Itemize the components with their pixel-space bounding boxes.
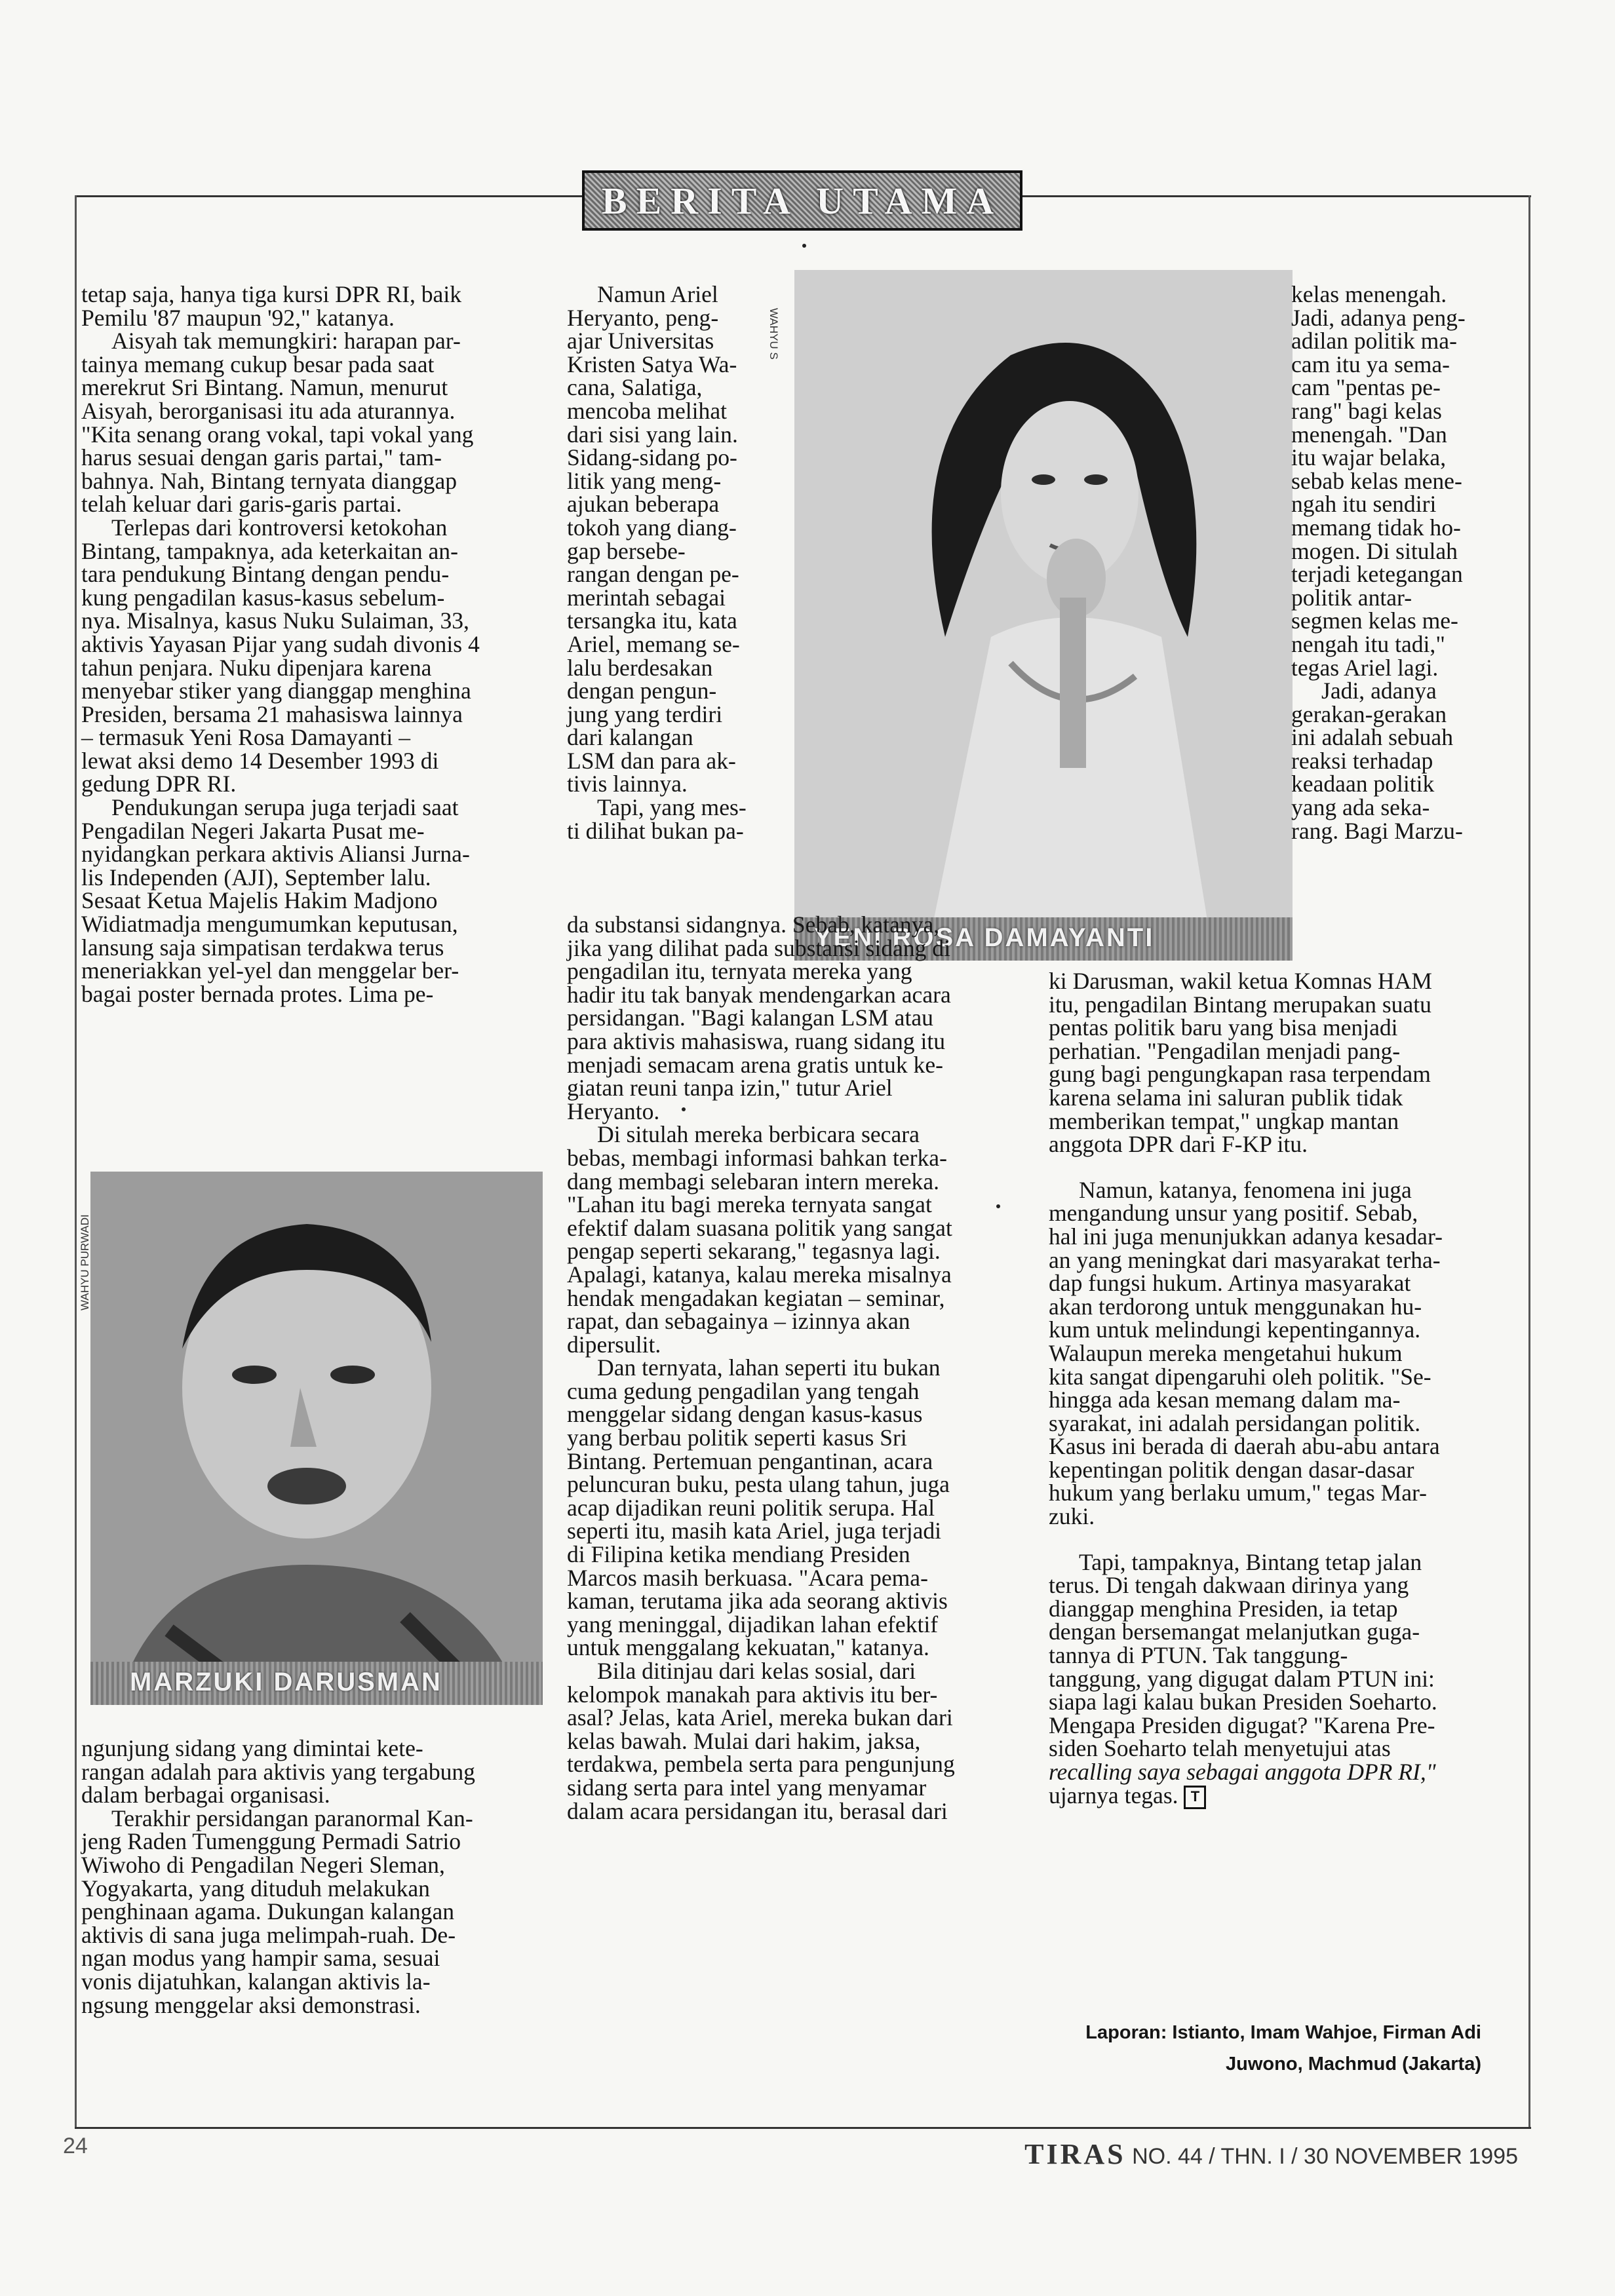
text-line: terjadi ketegangan [1291,561,1463,588]
column-2-bottom [567,913,1000,1823]
text-line: seperti itu, masih kata Ariel, juga terjadi [567,1518,942,1544]
text-line: jika yang dilihat pada substansi sidang di [567,934,950,961]
text-line: telah keluar dari garis-garis partai. [81,491,402,518]
text-line: akan terdorong untuk menggunakan hu- [1049,1293,1422,1320]
text-line: kepentingan politik dengan dasar-dasar [1049,1456,1414,1483]
text-line: Marcos masih berkuasa. "Acara pema- [567,1564,928,1591]
text-line: jeng Raden Tumenggung Permadi Satrio [81,1828,461,1855]
text-line: tanggung, yang digugat dalam PTUN ini: [1049,1665,1435,1692]
text-line-final [1049,1784,1518,1810]
text-line: Yogyakarta, yang dituduh melakukan [81,1875,430,1902]
column-1-bottom [81,1737,539,2017]
text-line: giatan reuni tanpa izin," tutur Ariel [567,1075,893,1101]
text-line: gerakan-gerakan [1291,700,1447,727]
magazine-name: TIRAS [1024,2138,1126,2170]
text-line: kelas menengah. [1291,281,1447,307]
text-line: asal? Jelas, kata Ariel, mereka bukan dari [567,1704,953,1731]
text-line: yang ada seka- [1291,794,1430,821]
text-line: Aisyah, berorganisasi itu ada aturannya. [81,397,456,424]
text-line: sidang serta para intel yang menyamar [567,1774,927,1801]
text-line: peluncuran buku, pesta ulang tahun, juga [567,1471,950,1498]
text-line: menggelar sidang dengan kasus-kasus [567,1401,923,1428]
text-line: lewat aksi demo 14 Desember 1993 di [81,747,439,774]
text-line: Ariel, memang se- [567,630,740,657]
text-line: tainya memang cukup besar pada saat [81,351,435,377]
text-line: terus. Di tengah dakwaan dirinya yang [1049,1572,1409,1599]
text-line: Heryanto, peng- [567,304,719,331]
text-line: Namun Ariel [597,281,718,307]
text-line: Namun, katanya, fenomena ini juga [1079,1176,1412,1203]
column-3-bottom [1049,970,1518,1809]
text-line: karena selama ini saluran publik tidak [1049,1084,1403,1111]
text-line: "Lahan itu bagi mereka ternyata sangat [567,1191,932,1218]
photo-caption: MARZUKI DARUSMAN [130,1668,442,1696]
text-line: Pendukungan serupa juga terjadi saat [111,794,459,821]
text-line: bagai poster bernada protes. Lima pe- [81,980,434,1007]
text-line: bebas, membagi informasi bahkan terka- [567,1144,947,1171]
text-line: Jadi, adanya [1321,678,1437,704]
text-line: Bila ditinjau dari kelas sosial, dari [597,1658,916,1684]
text-line: Presiden, bersama 21 mahasiswa lainnya [81,700,463,727]
portrait-illustration [90,1172,543,1705]
text-line: an yang meningkat dari masyarakat terha- [1049,1246,1441,1273]
text-line: ajar Universitas [567,328,714,354]
text-line: ki Darusman, wakil ketua Komnas HAM [1049,968,1432,994]
text-line: Dan ternyata, lahan seperti itu bukan [597,1354,941,1381]
text-line: yang meninggal, dijadikan lahan efektif [567,1611,939,1637]
text-line: efektif dalam suasana politik yang sangat [567,1214,952,1241]
text-line: kita sangat dipengaruhi oleh politik. "Se- [1049,1363,1431,1390]
column-2-top [567,283,787,843]
text-line: kelas bawah. Mulai dari hakim, jaksa, [567,1727,921,1754]
text-line: memang tidak ho- [1291,514,1461,541]
text-line: dang membagi selebaran intern mereka. [567,1168,940,1195]
text-line: tegas Ariel lagi. [1291,654,1439,681]
text-line: kum untuk melindungi kepentingannya. [1049,1316,1421,1343]
text-line: ngsung menggelar aksi demonstrasi. [81,1991,421,2018]
text-line: dengan bersemangat melanjutkan guga- [1049,1618,1420,1645]
text-line: cam itu ya sema- [1291,351,1450,377]
text-line: Apalagi, katanya, kalau mereka misalnya [567,1261,952,1288]
text-line: Terlepas dari kontroversi ketokohan [111,514,448,541]
report-credit-line: Laporan: Istianto, Imam Wahjoe, Firman Adi [1085,2022,1481,2043]
page-number: 24 [63,2133,88,2158]
text-line: aktivis di sana juga melimpah-ruah. De- [81,1921,456,1948]
text-line: pengap seperti sekarang," tegasnya lagi. [567,1238,941,1265]
text-line: – termasuk Yeni Rosa Damayanti – [81,724,410,751]
frame-right-rule [1528,195,1530,2128]
text-line: lalu berdesakan [567,654,713,681]
section-rubric [582,170,1022,231]
report-credit-line: Juwono, Machmud (Jakarta) [1226,2054,1481,2075]
text-line: Walaupun mereka mengetahui hukum [1049,1339,1403,1366]
text-line: tannya di PTUN. Tak tanggung- [1049,1642,1348,1669]
issue-info: NO. 44 / THN. I / 30 NOVEMBER 1995 [1132,2144,1518,2169]
text-line: tetap saja, hanya tiga kursi DPR RI, baik [81,281,462,307]
text-line: para aktivis mahasiswa, ruang sidang itu [567,1027,946,1054]
text-line: dipersulit. [567,1331,661,1358]
text-line: anggota DPR dari F-KP itu. [1049,1131,1308,1158]
text-line: menengah. "Dan [1291,421,1447,448]
text-line: ngunjung sidang yang dimintai kete- [81,1735,423,1761]
text-line: persidangan. "Bagi kalangan LSM atau [567,1004,933,1031]
section-rubric-label: BERITA UTAMA [601,179,1003,222]
text-line: Terakhir persidangan paranormal Kan- [111,1805,473,1831]
text-line: Wiwoho di Pengadilan Negeri Sleman, [81,1851,445,1878]
text-line: merintah sebagai [567,584,726,611]
text-line: reaksi terhadap [1291,747,1433,774]
text-line: itu, pengadilan Bintang merupakan suatu [1049,991,1431,1018]
text-line: sebab kelas mene- [1291,467,1462,494]
text-line: gedung DPR RI. [81,771,237,797]
text-line: Mengapa Presiden digugat? "Karena Pre- [1049,1712,1435,1738]
text-line: kelompok manakah para aktivis itu ber- [567,1681,938,1708]
text-line: mencoba melihat [567,397,728,424]
paragraph-gap [1049,1529,1518,1551]
text-line: rangan adalah para aktivis yang tergabung [81,1758,475,1785]
text-line: kung pengadilan kasus-kasus sebelum- [81,584,445,611]
text-line: ajukan beberapa [567,491,720,518]
frame-left-rule [75,195,77,2127]
text-line: terdakwa, pembela serta para pengunjung [567,1751,955,1778]
text-line: Kristen Satya Wa- [567,351,737,377]
text-line: mengandung unsur yang positif. Sebab, [1049,1200,1418,1227]
text-line: da substansi sidangnya. Sebab, katanya, [567,911,940,938]
text-line: Tapi, yang mes- [597,794,747,821]
text-line: Bintang, tampaknya, ada keterkaitan an- [81,537,458,564]
text-line: Heryanto. [567,1098,660,1124]
report-credit [1049,2017,1481,2080]
text-line: menjadi semacam arena gratis untuk ke- [567,1051,943,1078]
text-line: litik yang meng- [567,467,722,494]
text-line: lansung saja simpatisan terdakwa terus [81,934,444,961]
text-line: jung yang terdiri [567,700,723,727]
text-line: di Filipina ketika mendiang Presiden [567,1541,910,1568]
photo-marzuki-darusman [90,1172,543,1705]
text-line: tersangka itu, kata [567,607,737,634]
text-line: cuma gedung pengadilan yang tengah [567,1377,920,1404]
text-line: rangan dengan pe- [567,561,739,588]
frame-bottom-rule [75,2127,1531,2129]
text-line: rang. Bagi Marzu- [1291,817,1463,844]
text-line: dari sisi yang lain. [567,421,738,448]
text-line: Pemilu '87 maupun '92," katanya. [81,304,395,331]
text-line: nengah itu tadi," [1291,630,1445,657]
photo-credit: WAHYU S [768,308,780,360]
text-line: bahnya. Nah, Bintang ternyata dianggap [81,467,457,494]
text-line: nyidangkan perkara aktivis Aliansi Jurna- [81,841,470,868]
text-line: yang berbau politik seperti kasus Sri [567,1425,907,1451]
text-line: "Kita senang orang vokal, tapi vokal yang [81,421,474,448]
text-line: hingga ada kesan memang dalam ma- [1049,1387,1401,1413]
print-speck [802,244,806,248]
column-3-top [1291,283,1518,843]
text-line: zuki. [1049,1503,1095,1530]
text-line: hukum yang berlaku umum," tegas Mar- [1049,1480,1427,1506]
magazine-footer [1024,2137,1518,2171]
text-line: tivis lainnya. [567,771,688,797]
text-line: Widiatmadja mengumumkan keputusan, [81,911,458,938]
text-line: ngan modus yang hampir sama, sesuai [81,1945,440,1972]
text-line: cana, Salatiga, [567,374,703,401]
text-line: kaman, terutama jika ada seorang aktivis [567,1588,948,1615]
print-speck [996,1204,1000,1208]
text-line: dalam acara persidangan itu, berasal dari [567,1797,948,1824]
text-line: cam "pentas pe- [1291,374,1441,401]
text-line: adilan politik ma- [1291,328,1457,354]
photo-credit: WAHYU PURWADI [79,1214,91,1311]
text-line: harus sesuai dengan garis partai," tam- [81,444,442,471]
text-line: Aisyah tak memungkiri: harapan par- [111,328,461,354]
text-line: aktivis Yayasan Pijar yang sudah divonis 4 [81,630,480,657]
text-line: ngah itu sendiri [1291,491,1437,518]
text-line: tara pendukung Bintang dengan pendu- [81,561,450,588]
text-line: untuk menggalang kekuatan," katanya. [567,1634,929,1661]
text-line: dari kalangan [567,724,693,751]
text-line: dalam berbagai organisasi. [81,1782,330,1808]
text-line: LSM dan para ak- [567,747,736,774]
text-line: menyebar stiker yang dianggap menghina [81,678,471,704]
text-line: politik antar- [1291,584,1412,611]
text-line: dianggap menghina Presiden, ia tetap [1049,1595,1398,1622]
text-line: gung bagi pengungkapan rasa terpendam [1049,1061,1431,1088]
text-line: pengadilan itu, ternyata mereka yang [567,958,912,985]
portrait-illustration [794,270,1293,961]
column-1-top [81,283,539,1006]
text-line: Pengadilan Negeri Jakarta Pusat me- [81,817,425,844]
text-line: merekrut Sri Bintang. Namun, menurut [81,374,448,401]
text-line: Sidang-sidang po- [567,444,737,471]
text-line: dengan pengun- [567,678,717,704]
print-speck [682,1107,686,1111]
photo-yeni-rosa-damayanti [794,270,1293,961]
text-line: vonis dijatuhkan, kalangan aktivis la- [81,1968,431,1995]
text-line: itu wajar belaka, [1291,444,1447,471]
text-line: Tapi, tampaknya, Bintang tetap jalan [1079,1548,1422,1575]
text-line: dap fungsi hukum. Artinya masyarakat [1049,1270,1411,1297]
text-line: memberikan tempat," ungkap mantan [1049,1107,1399,1134]
text-line: hal ini juga menunjukkan adanya kesadar- [1049,1223,1443,1250]
text-line: Di situlah mereka berbicara secara [597,1121,920,1148]
text-line: acap dijadikan reuni politik serupa. Hal [567,1494,935,1521]
text-line: keadaan politik [1291,771,1435,797]
text-line: lis Independen (AJI), September lalu. [81,864,431,890]
text-line: Kasus ini berada di daerah abu-abu antara [1049,1433,1440,1460]
photo-caption: YENI ROSA DAMAYANTI [814,923,1155,952]
text-line: meneriakkan yel-yel dan menggelar ber- [81,957,459,984]
text-line: mogen. Di situlah [1291,537,1458,564]
text-line: Jadi, adanya peng- [1291,304,1466,331]
text-line: Bintang. Pertemuan pengantinan, acara [567,1447,933,1474]
text-line: ujarnya tegas. [1049,1782,1178,1808]
text-line: hadir itu tak banyak mendengarkan acara [567,981,951,1008]
text-line: perhatian. "Pengadilan menjadi pang- [1049,1037,1401,1064]
text-line: siapa lagi kalau bukan Presiden Soeharto. [1049,1689,1437,1715]
text-line: pentas politik baru yang bisa menjadi [1049,1014,1398,1041]
text-line: nya. Misalnya, kasus Nuku Sulaiman, 33, [81,607,469,634]
text-line: gap bersebe- [567,537,686,564]
text-line: recalling saya sebagai anggota DPR RI," [1049,1759,1436,1785]
text-line: rapat, dan sebagainya – izinnya akan [567,1308,910,1335]
text-line: segmen kelas me- [1291,607,1458,634]
text-line: hendak mengadakan kegiatan – seminar, [567,1284,945,1311]
text-line: penghinaan agama. Dukungan kalangan [81,1898,455,1925]
end-mark-icon: T [1184,1786,1206,1809]
text-line: ti dilihat bukan pa- [567,817,744,844]
text-line: tahun penjara. Nuku dipenjara karena [81,654,432,681]
text-line: tokoh yang diang- [567,514,737,541]
text-line: Sesaat Ketua Majelis Hakim Madjono [81,887,438,914]
text-line: siden Soeharto telah menyetujui atas [1049,1735,1391,1762]
paragraph-gap [1049,1157,1518,1179]
text-line: ini adalah sebuah [1291,724,1453,751]
text-line: rang" bagi kelas [1291,397,1442,424]
text-line: syarakat, ini adalah persidangan politik. [1049,1409,1421,1436]
